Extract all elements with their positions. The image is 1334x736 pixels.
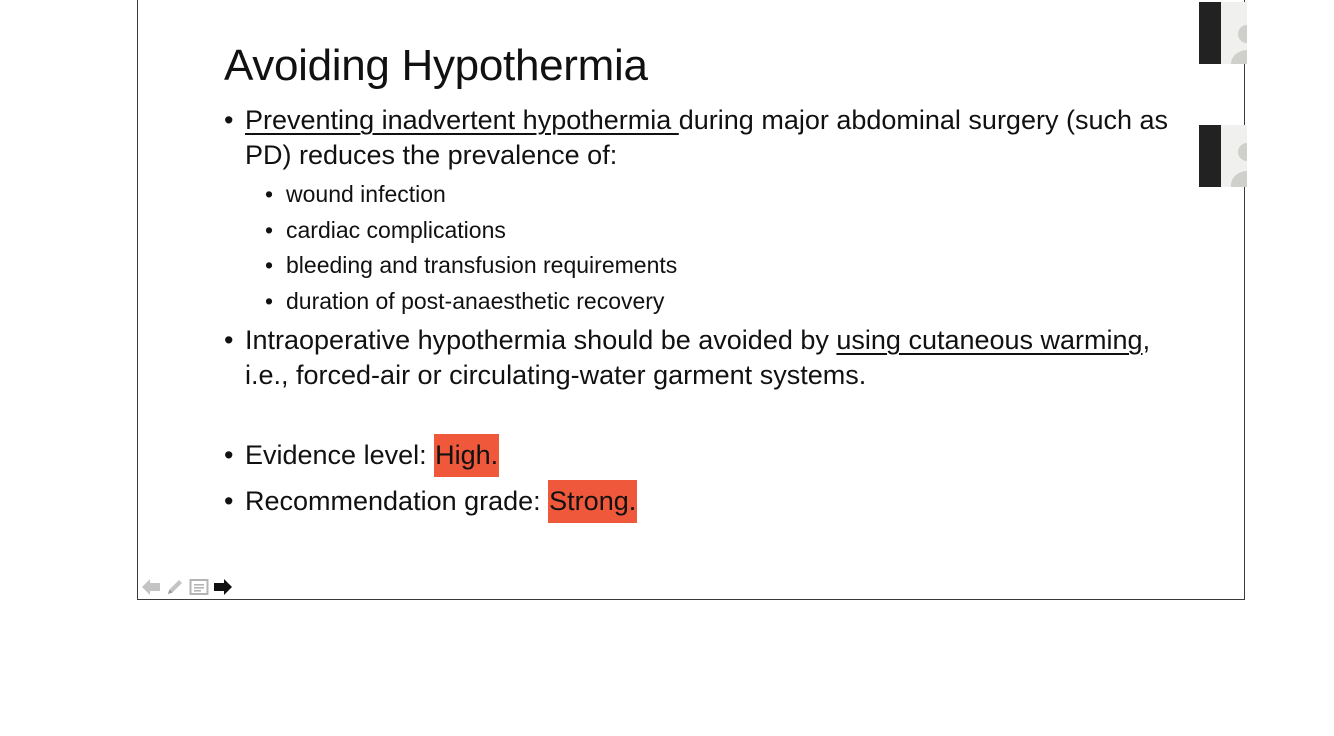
arrow-left-icon[interactable] [141, 577, 161, 597]
subitem: • wound infection [224, 177, 1184, 213]
arrow-right-icon[interactable] [213, 577, 233, 597]
bullet-recommendation-grade [224, 484, 1184, 519]
bullet-hypothermia-prevention [224, 103, 1184, 173]
slideshow-controls [141, 577, 233, 597]
pen-icon[interactable] [165, 577, 185, 597]
subitem: • bleeding and transfusion requirements [224, 248, 1184, 284]
recommendation-label: Recommendation grade: [245, 486, 549, 516]
participant-thumbnail[interactable] [1199, 2, 1247, 64]
participant-thumbnail[interactable] [1199, 125, 1247, 187]
bullet-list [224, 103, 1184, 519]
evidence-label: Evidence level: [245, 440, 435, 470]
bullet-text: Intraoperative hypothermia should be avoided by [245, 325, 837, 355]
bullet-evidence-level [224, 438, 1184, 473]
recommendation-highlight: Strong. [548, 480, 637, 523]
evidence-highlight: High. [434, 434, 499, 477]
underlined-phrase: Preventing inadvertent hypothermia [245, 105, 679, 135]
subitem: • cardiac complications [224, 213, 1184, 249]
avatar-icon [1221, 2, 1247, 64]
notes-icon[interactable] [189, 577, 209, 597]
bullet-text: during major abdominal surgery (such as PD) reduces the prevalence of: [245, 105, 1168, 170]
avatar-icon [1221, 125, 1247, 187]
subitem: • duration of post-anaesthetic recovery [224, 284, 1184, 320]
slide-title: Avoiding Hypothermia [224, 41, 648, 90]
slide [137, 0, 1245, 600]
underlined-phrase: using cutaneous warming [836, 325, 1143, 355]
bullet-text: , i.e., forced-air or circulating-water garment systems. [245, 325, 1151, 390]
bullet-cutaneous-warming [224, 323, 1184, 393]
